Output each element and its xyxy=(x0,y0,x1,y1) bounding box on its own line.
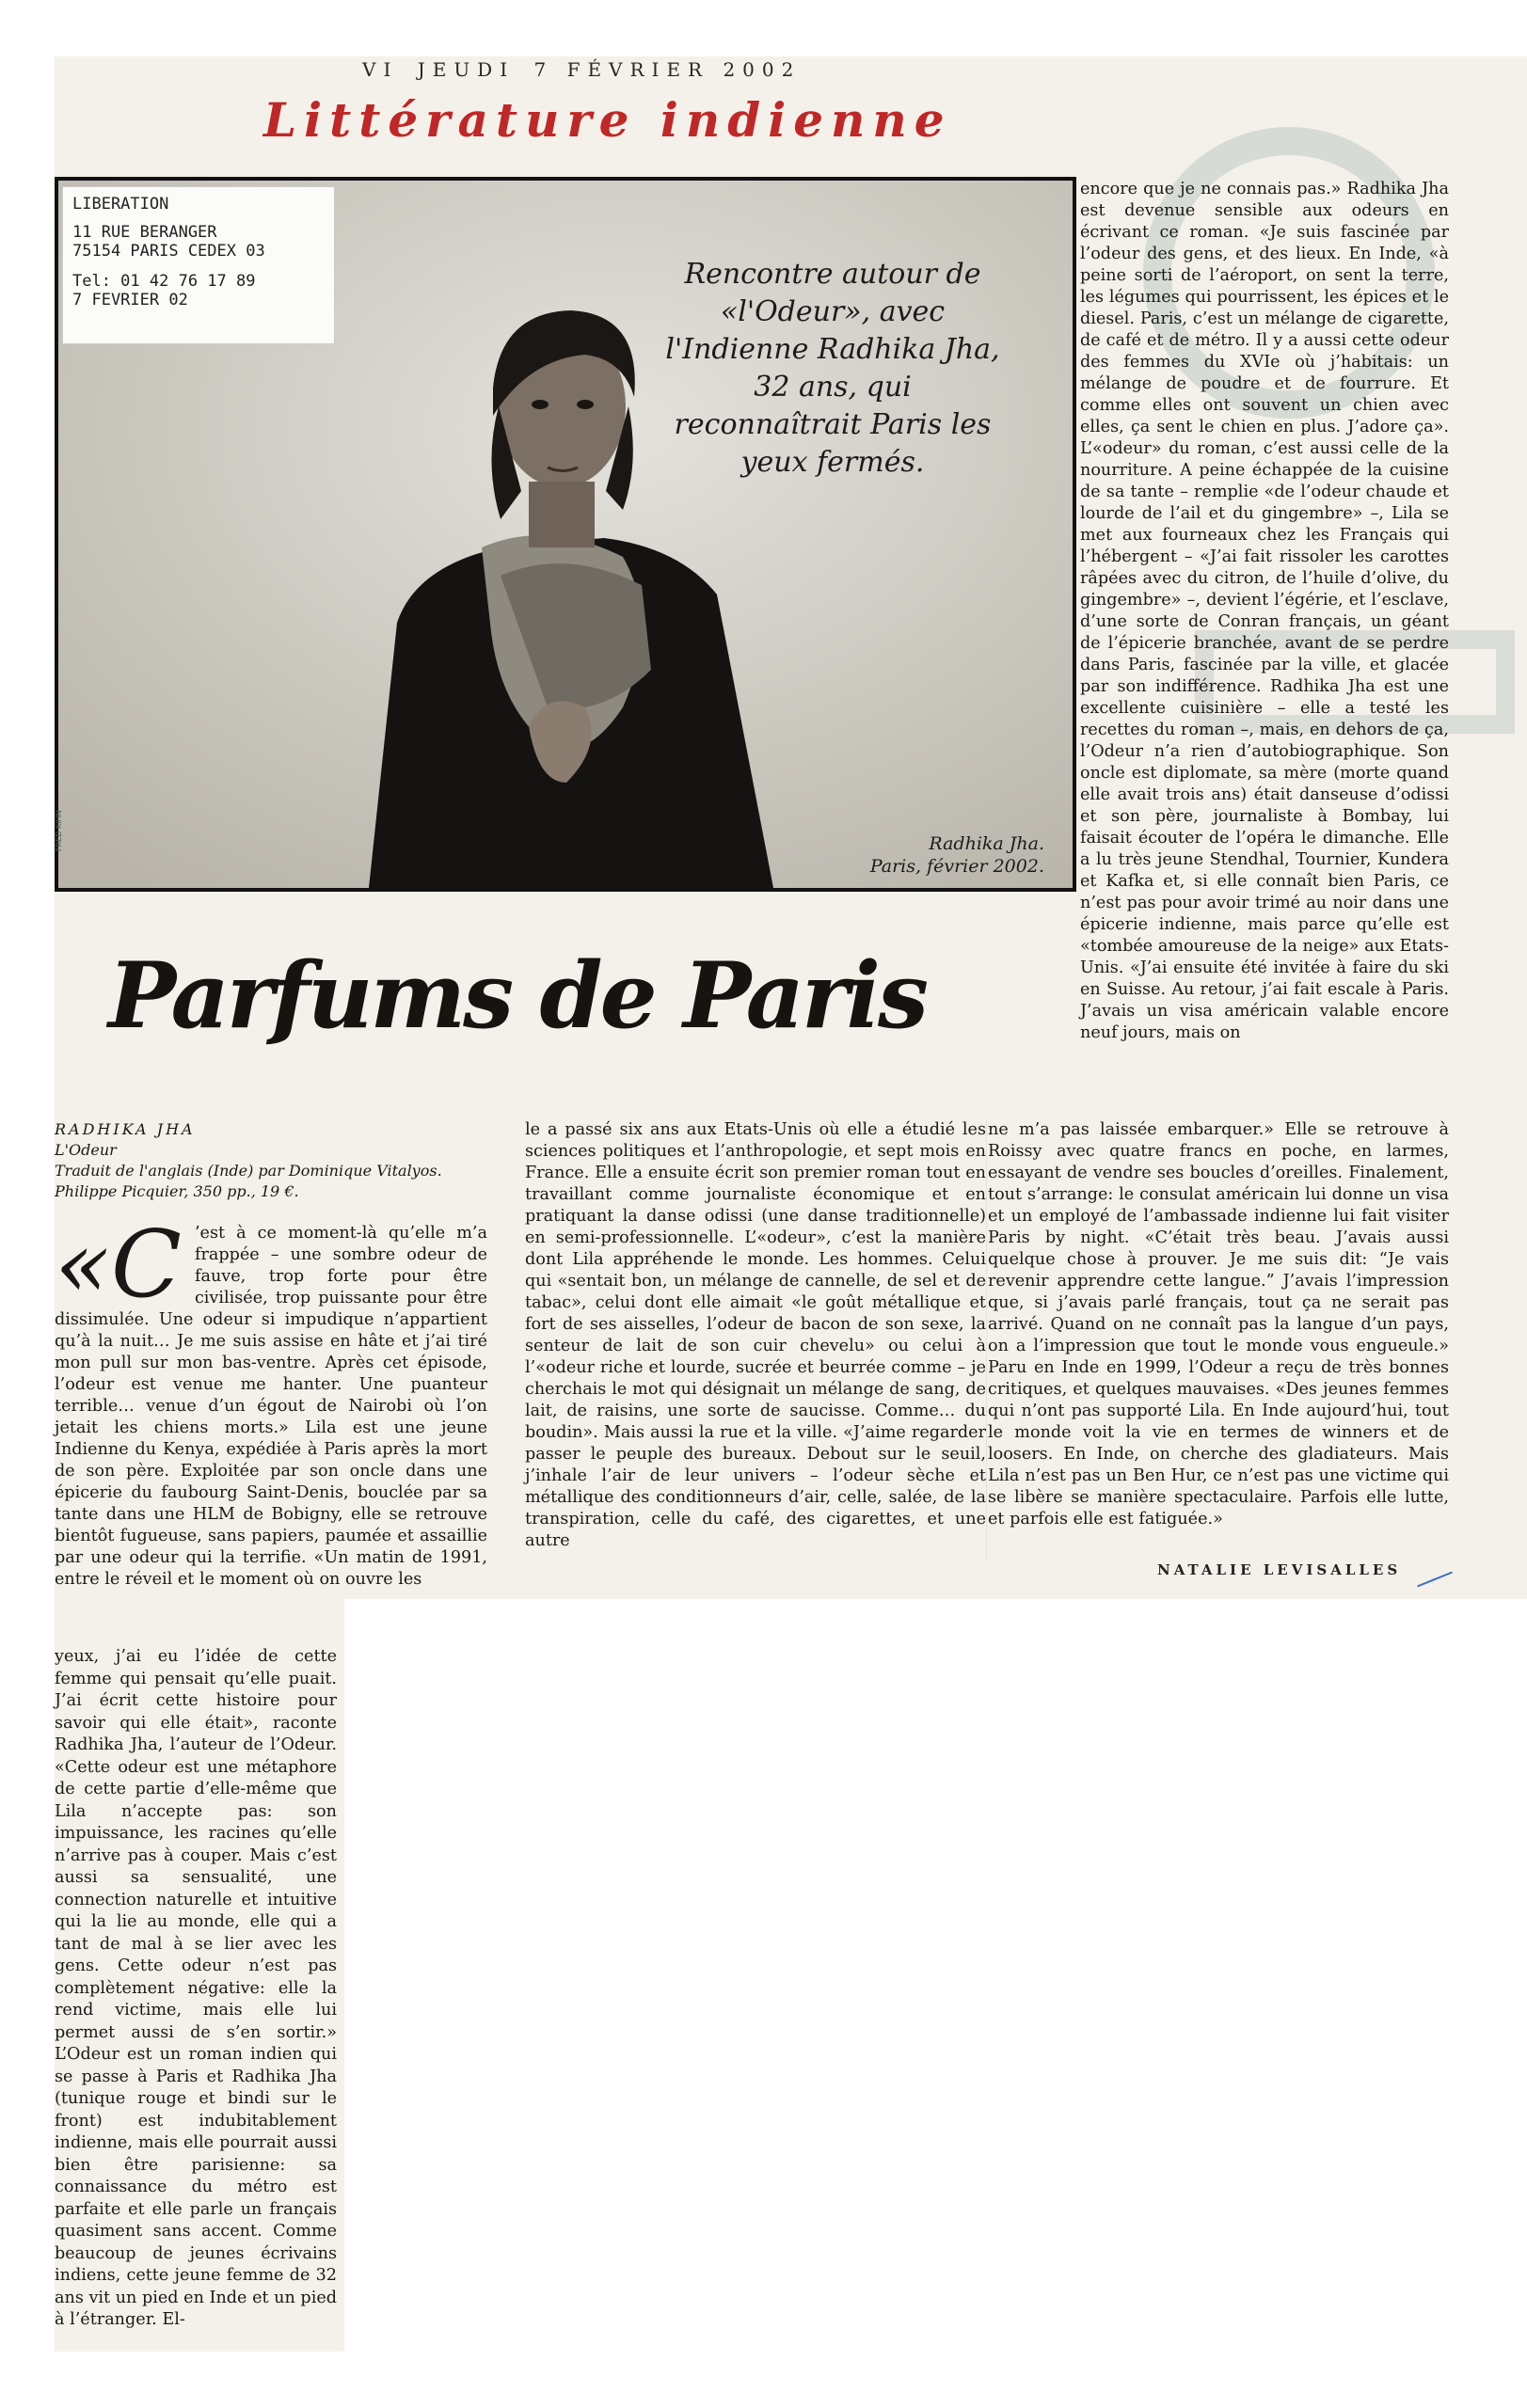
photo-subcaption-name: Radhika Jha. xyxy=(929,833,1044,854)
article-text: ’est à ce moment-là qu’elle m’a frappée – une sombre odeur de fauve, trop forte pour être civilisée, trop puissante pour être dissimulée. Une odeur si impudique n’appartient qu’à la nuit… Je me suis assise en hâte et j’ai tiré mon pull sur mon bas-ventre. Après cet épisode, l’odeur est venue me hanter. Une puanteur terrible… venue d’un égout de Nairobi où l’on jetait les chiens morts.» Lila est une jeune Indienne du Kenya, expédiée à Paris après la mort de son père. Exploitée par son oncle dans une épicerie du faubourg Saint-Denis, bouclée par sa tante dans une HLM de Bobigny, elle se retrouve bientôt fugueuse, sans papiers, paumée et assaillie par une odeur qui la terrifie. «Un matin de 1991, entre le réveil et le moment où on ouvre les xyxy=(55,1224,487,1589)
book-title: L'Odeur xyxy=(55,1141,117,1159)
article-column-4: ne m’a pas laissée embarquer.» Elle se retrouve à Roissy avec quatre francs en poche, en larmes, essayant de vendre ses boucles d’oreilles. Finalement, tout s’arrange: le consulat américain lui donne un visa et un employé de l’ambassade indienne lui fait visiter Paris by night. «C’était très beau. J’avais aussi quelque chose à prouver. Je me suis dit: “Je vais revenir apprendre cette langue.” J’avais l’impression que, si j’avais parlé français, tout ça ne serait pas arrivé. Quand on ne connaît pas la langue d’un pays, on a l’impression que tout le monde vous engueule.» Paru en Inde en 1999, l’Odeur a reçu de très bonnes critiques, et quelques mauvaises. «Des jeunes femmes qui n’ont pas supporté Lila. En Inde aujourd’hui, tout le monde voit la vie en termes de winners et de loosers. En Inde, on cherche des gladiateurs. Mais Lila n’est pas un Ben Hur, ce n’est pas une victime qui se libère se manière spectaculaire. Parfois elle lutte, et parfois elle est fatiguée.» xyxy=(988,1120,1449,1529)
article-column-2: le a passé six ans aux Etats-Unis où elle a étudié les sciences politiques et l’anthropologie, et sept mois en France. Elle a ensuite écrit son premier roman tout en travaillant comme journaliste économique et en pratiquant la danse odissi (une danse traditionnelle) en semi-professionnelle. L’«odeur», c’est la manière dont Lila appréhende le monde. Les hommes. Celui qui «sentait bon, un mélange de cannelle, de sel et de tabac», celui dont elle aimait «le goût métallique et fort de ses aisselles, l’odeur de bacon de son sexe, la senteur de lait de son cuir chevelu» ou celui à l’«odeur riche et lourde, sucrée et beurrée comme – je cherchais le mot qui désignait un mélange de sang, de lait, de raisins, une sorte de saucisse. Comme… du boudin». Mais aussi la rue et la ville. «J’aime regarder passer le peuple des bureaux. Debout sur le seuil, j’inhale l’air de leur univers – l’odeur sèche et métallique des conditionneurs d’air, celle, salée, de la transpiration, celle du café, des cigarettes, et une autre xyxy=(525,1120,986,1550)
photo-subcaption xyxy=(819,832,1044,878)
book-info xyxy=(55,1119,487,1202)
photo-subcaption-place: Paris, février 2002. xyxy=(869,856,1044,877)
label-line: Tel: 01 42 76 17 89 xyxy=(72,272,256,291)
label-line: 7 FEVRIER 02 xyxy=(72,291,188,309)
page-header xyxy=(362,58,806,81)
label-line: LIBERATION xyxy=(72,195,169,214)
header-day: JEUDI xyxy=(417,58,516,81)
headline: Parfums de Paris xyxy=(108,943,927,1049)
drop-cap: «C xyxy=(55,1212,182,1319)
label-line: 75154 PARIS CEDEX 03 xyxy=(72,242,265,261)
header-date: 7 FÉVRIER 2002 xyxy=(533,58,802,81)
page-number: VI xyxy=(362,58,399,81)
photo-credit: FRED KIHN xyxy=(55,810,63,851)
address-label xyxy=(62,186,335,344)
column-rule xyxy=(986,1119,987,1561)
byline-signature: NATALIE LEVISALLES xyxy=(1157,1561,1402,1578)
book-author: RADHIKA JHA xyxy=(55,1120,196,1138)
label-line: 11 RUE BERANGER xyxy=(72,223,217,242)
book-publisher: Philippe Picquier, 350 pp., 19 €. xyxy=(55,1182,299,1200)
article-column-1-continued: yeux, j’ai eu l’idée de cette femme qui pensait qu’elle puait. J’ai écrit cette histoire pour savoir qui elle était», raconte Radhika Jha, l’auteur de l’Odeur. «Cette odeur est une métaphore de cette partie d’elle-même que Lila n’accepte pas: son impuissance, les racines qu’elle n’arrive pas à couper. Mais c’est aussi sa sensualité, une connection naturelle et intuitive qui la lie au monde, elle qui a tant de mal à se lier avec les gens. Cette odeur n’est pas complètement négative: elle la rend victime, mais elle lui permet aussi de s’en sortir.» L’Odeur est un roman indien qui se passe à Paris et Radhika Jha (tunique rouge et bindi sur le front) est indubitablement indienne, mais elle pourrait aussi bien être parisienne: sa connaissance du métro est parfaite et elle parle un français quasiment sans accent. Comme beaucoup de jeunes écrivains indiens, cette jeune femme de 32 ans vit un pied en Inde et un pied à l’étranger. El- xyxy=(55,1647,337,2329)
article-column-1 xyxy=(55,1212,487,1591)
section-rubric: Littérature indienne xyxy=(263,92,952,148)
article-column-3: encore que je ne connais pas.» Radhika Jha est devenue sensible aux odeurs en écrivant ce roman. «Je suis fascinée par l’odeur des gens, et des lieux. En Inde, «à peine sorti de l’aéroport, on sent la terre, les légumes qui pourrissent, les épices et le diesel. Paris, c’est un mélange de cigarette, de café et de métro. Il y a aussi cette odeur des femmes du XVIe où j’habitais: un mélange de poudre et de fourrure. Et comme elles ont souvent un chien avec elles, ça sent le chien en plus. J’adore ça». L’«odeur» du roman, c’est aussi celle de la nourriture. A peine échappée de la cuisine de sa tante – remplie «de l’odeur chaude et lourde de l’ail et du gingembre» –, Lila se met aux fourneaux chez les Français qui l’hébergent – «J’ai fait rissoler les carottes râpées avec du citron, de l’huile d’olive, du gingembre» –, devient l’égérie, et l’esclave, d’une sorte de Conran français, un géant de l’épicerie branchée, avant de se perdre dans Paris, fascinée par la ville, et glacée par son indifférence. Radhika Jha est une excellente cuisinière – elle a testé les recettes du roman –, mais, en dehors de ça, l’Odeur n’a rien d’autobiographique. Son oncle est diplomate, sa mère (morte quand elle avait trois ans) était danseuse d’odissi et son père, journaliste à Bombay, lui faisait écouter de l’opéra le dimanche. Elle a lu très jeune Stendhal, Tournier, Kundera et Kafka et, si elle connaît bien Paris, ce n’est pas pour avoir trimé au noir dans une épicerie indienne, mais parce qu’elle est «tombée amoureuse de la neige» aux Etats-Unis. «J’ai ensuite été invitée à faire du ski en Suisse. Au retour, j’ai fait escale à Paris. J’avais un visa américain valable encore neuf jours, mais on xyxy=(1080,180,1449,1042)
photo-caption: Rencontre autour de «l'Odeur», avec l'Indienne Radhika Jha, 32 ans, qui reconnaîtrait Paris les yeux fermés. xyxy=(665,258,1000,479)
book-translation: Traduit de l'anglais (Inde) par Dominique Vitalyos. xyxy=(55,1162,442,1180)
